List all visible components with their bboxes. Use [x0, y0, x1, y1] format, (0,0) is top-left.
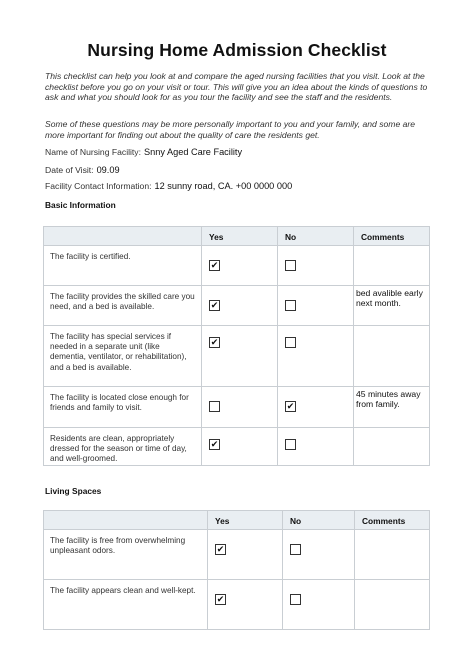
facility-name-field [45, 147, 242, 157]
yes-checkbox[interactable]: ✔ [210, 260, 219, 270]
no-checkbox[interactable] [285, 300, 296, 311]
question-cell: The facility appears clean and well-kept. [44, 580, 208, 630]
section-title-basic-information: Basic Information [45, 200, 116, 210]
contact-info-field [45, 181, 292, 191]
header-no: No [278, 227, 354, 246]
yes-cell [208, 530, 283, 580]
facility-name-value[interactable]: Snny Aged Care Facility [144, 147, 243, 157]
header-question [44, 227, 202, 246]
yes-checkbox[interactable]: ✔ [210, 300, 219, 310]
visit-date-label: Date of Visit: [45, 165, 94, 175]
table-row [44, 580, 430, 630]
no-checkbox[interactable] [290, 594, 301, 605]
intro-paragraph-2: Some of these questions may be more personally important to you and your family, and some are more important for finding out about the quality of care the residents get. [45, 119, 416, 140]
comment-cell[interactable] [355, 580, 430, 630]
yes-cell [202, 286, 278, 326]
yes-checkbox[interactable]: ✔ [216, 594, 225, 604]
no-checkbox[interactable] [285, 337, 296, 348]
yes-cell [202, 326, 278, 387]
yes-checkbox[interactable]: ✔ [210, 337, 219, 347]
header-comments: Comments [354, 227, 430, 246]
comment-cell[interactable]: 45 minutes away from family. [354, 387, 430, 428]
no-cell [278, 387, 354, 428]
comment-cell[interactable] [355, 530, 430, 580]
no-cell [278, 246, 354, 286]
comment-cell[interactable] [354, 246, 430, 286]
header-question [44, 511, 208, 530]
yes-cell [208, 580, 283, 630]
comment-cell[interactable] [354, 428, 430, 466]
question-cell: The facility provides the skilled care you need, and a bed is available. [44, 286, 202, 326]
no-checkbox[interactable]: ✔ [286, 401, 295, 411]
facility-name-label: Name of Nursing Facility: [45, 147, 141, 157]
yes-checkbox[interactable]: ✔ [210, 439, 219, 449]
visit-date-field [45, 165, 120, 175]
no-cell [278, 326, 354, 387]
no-cell [278, 428, 354, 466]
yes-cell [202, 387, 278, 428]
question-cell: The facility is certified. [44, 246, 202, 286]
header-yes: Yes [208, 511, 283, 530]
intro-paragraph-1: This checklist can help you look at and compare the aged nursing facilities that you visit. Look at the checklist before you go on your visit or tour. This will give you an idea about the kinds of questions to ask and what you should look for as you tour the facility and see the staff and the residents. [45, 71, 428, 103]
no-checkbox[interactable] [285, 260, 296, 271]
table-header-row [44, 511, 430, 530]
table-row [44, 530, 430, 580]
basic-information-table [43, 226, 430, 466]
contact-info-value[interactable]: 12 sunny road, CA. +00 0000 000 [154, 181, 293, 191]
contact-info-label: Facility Contact Information: [45, 181, 152, 191]
yes-checkbox[interactable]: ✔ [216, 544, 225, 554]
comment-cell[interactable]: bed avalible early next month. [354, 286, 430, 326]
yes-cell [202, 428, 278, 466]
visit-date-value[interactable]: 09.09 [96, 165, 120, 175]
table-header-row [44, 227, 430, 246]
question-cell: The facility is located close enough for friends and family to visit. [44, 387, 202, 428]
no-checkbox[interactable] [290, 544, 301, 555]
table-row [44, 428, 430, 466]
no-checkbox[interactable] [285, 439, 296, 450]
header-yes: Yes [202, 227, 278, 246]
no-cell [283, 530, 355, 580]
question-cell: The facility is free from overwhelming unpleasant odors. [44, 530, 208, 580]
no-cell [278, 286, 354, 326]
page-title: Nursing Home Admission Checklist [87, 40, 387, 60]
comment-cell[interactable] [354, 326, 430, 387]
yes-cell [202, 246, 278, 286]
table-row [44, 326, 430, 387]
question-cell: Residents are clean, appropriately dressed for the season or time of day, and well-groomed. [44, 428, 202, 466]
header-no: No [283, 511, 355, 530]
table-row [44, 246, 430, 286]
no-cell [283, 580, 355, 630]
header-comments: Comments [355, 511, 430, 530]
table-row [44, 286, 430, 326]
yes-checkbox[interactable] [209, 401, 220, 412]
table-row [44, 387, 430, 428]
living-spaces-table [43, 510, 430, 630]
section-title-living-spaces: Living Spaces [45, 486, 102, 496]
question-cell: The facility has special services if needed in a separate unit (like dementia, ventilator, or rehabilitation), and a bed is available. [44, 326, 202, 387]
